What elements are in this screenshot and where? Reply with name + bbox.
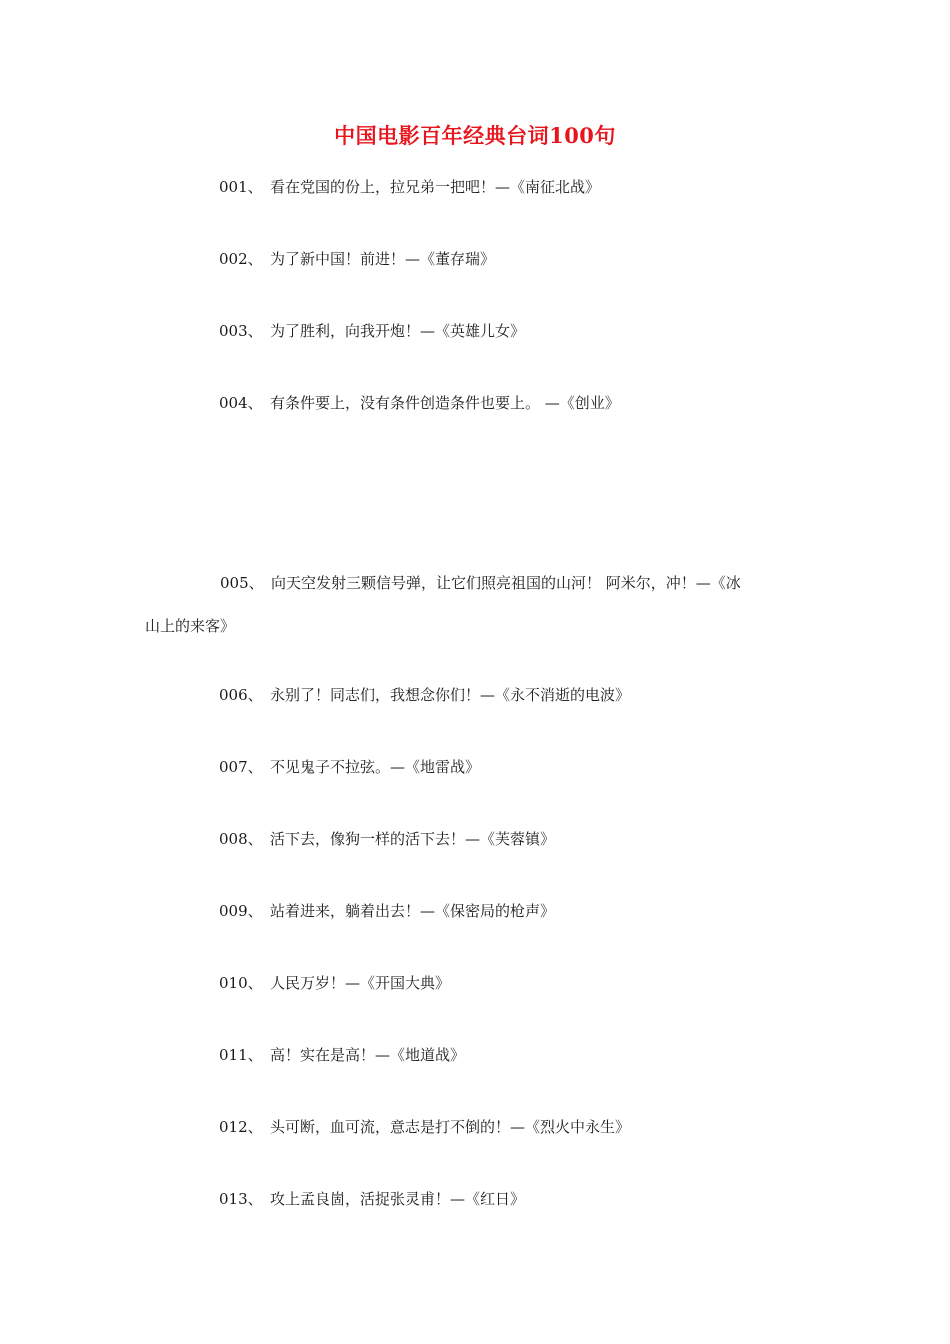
entry-text: 头可断，血可流，意志是打不倒的！—《烈火中永生》: [270, 1118, 631, 1136]
entry-number: 010、: [219, 974, 263, 992]
entry-number: 012、: [219, 1118, 263, 1136]
document-title: 中国电影百年经典台词100句: [334, 123, 616, 148]
entry-number: 008、: [219, 830, 263, 848]
entry-number: 011、: [219, 1046, 263, 1064]
entry-text: 高！实在是高！—《地道战》: [270, 1046, 466, 1064]
entry-number: 007、: [219, 758, 263, 776]
entry-text: 人民万岁！—《开国大典》: [270, 974, 451, 992]
entry-text: 活下去，像狗一样的活下去！—《芙蓉镇》: [270, 830, 556, 848]
entry-number: 002、: [219, 250, 263, 268]
entry-number: 001、: [219, 178, 263, 196]
entry-text-line1: 向天空发射三颗信号弹，让它们照亮祖国的山河！ 阿米尔，冲！—《冰: [271, 574, 741, 592]
entry-number: 006、: [219, 686, 263, 704]
entry-text: 永别了！同志们，我想念你们！—《永不消逝的电波》: [270, 686, 631, 704]
entry-number: 003、: [219, 322, 263, 340]
entry-text: 攻上孟良崮，活捉张灵甫！—《红日》: [270, 1190, 526, 1208]
entry-text: 为了胜利，向我开炮！—《英雄儿女》: [270, 322, 526, 340]
entry-text: 站着进来，躺着出去！—《保密局的枪声》: [270, 902, 556, 920]
entry-text: 不见鬼子不拉弦。—《地雷战》: [270, 758, 481, 776]
entry-text: 为了新中国！前进！—《董存瑞》: [270, 250, 496, 268]
entry-number: 009、: [219, 902, 263, 920]
entry-number: 004、: [219, 394, 263, 412]
entry-number: 013、: [219, 1190, 263, 1208]
entry-text: 有条件要上，没有条件创造条件也要上。 —《创业》: [270, 394, 620, 412]
entry-number: 005、: [220, 574, 264, 592]
entry-text-line2: 山上的来客》: [145, 617, 236, 635]
quote-entry-005: [0, 573, 950, 643]
entry-text: 看在党国的份上，拉兄弟一把吧！—《南征北战》: [270, 178, 601, 196]
